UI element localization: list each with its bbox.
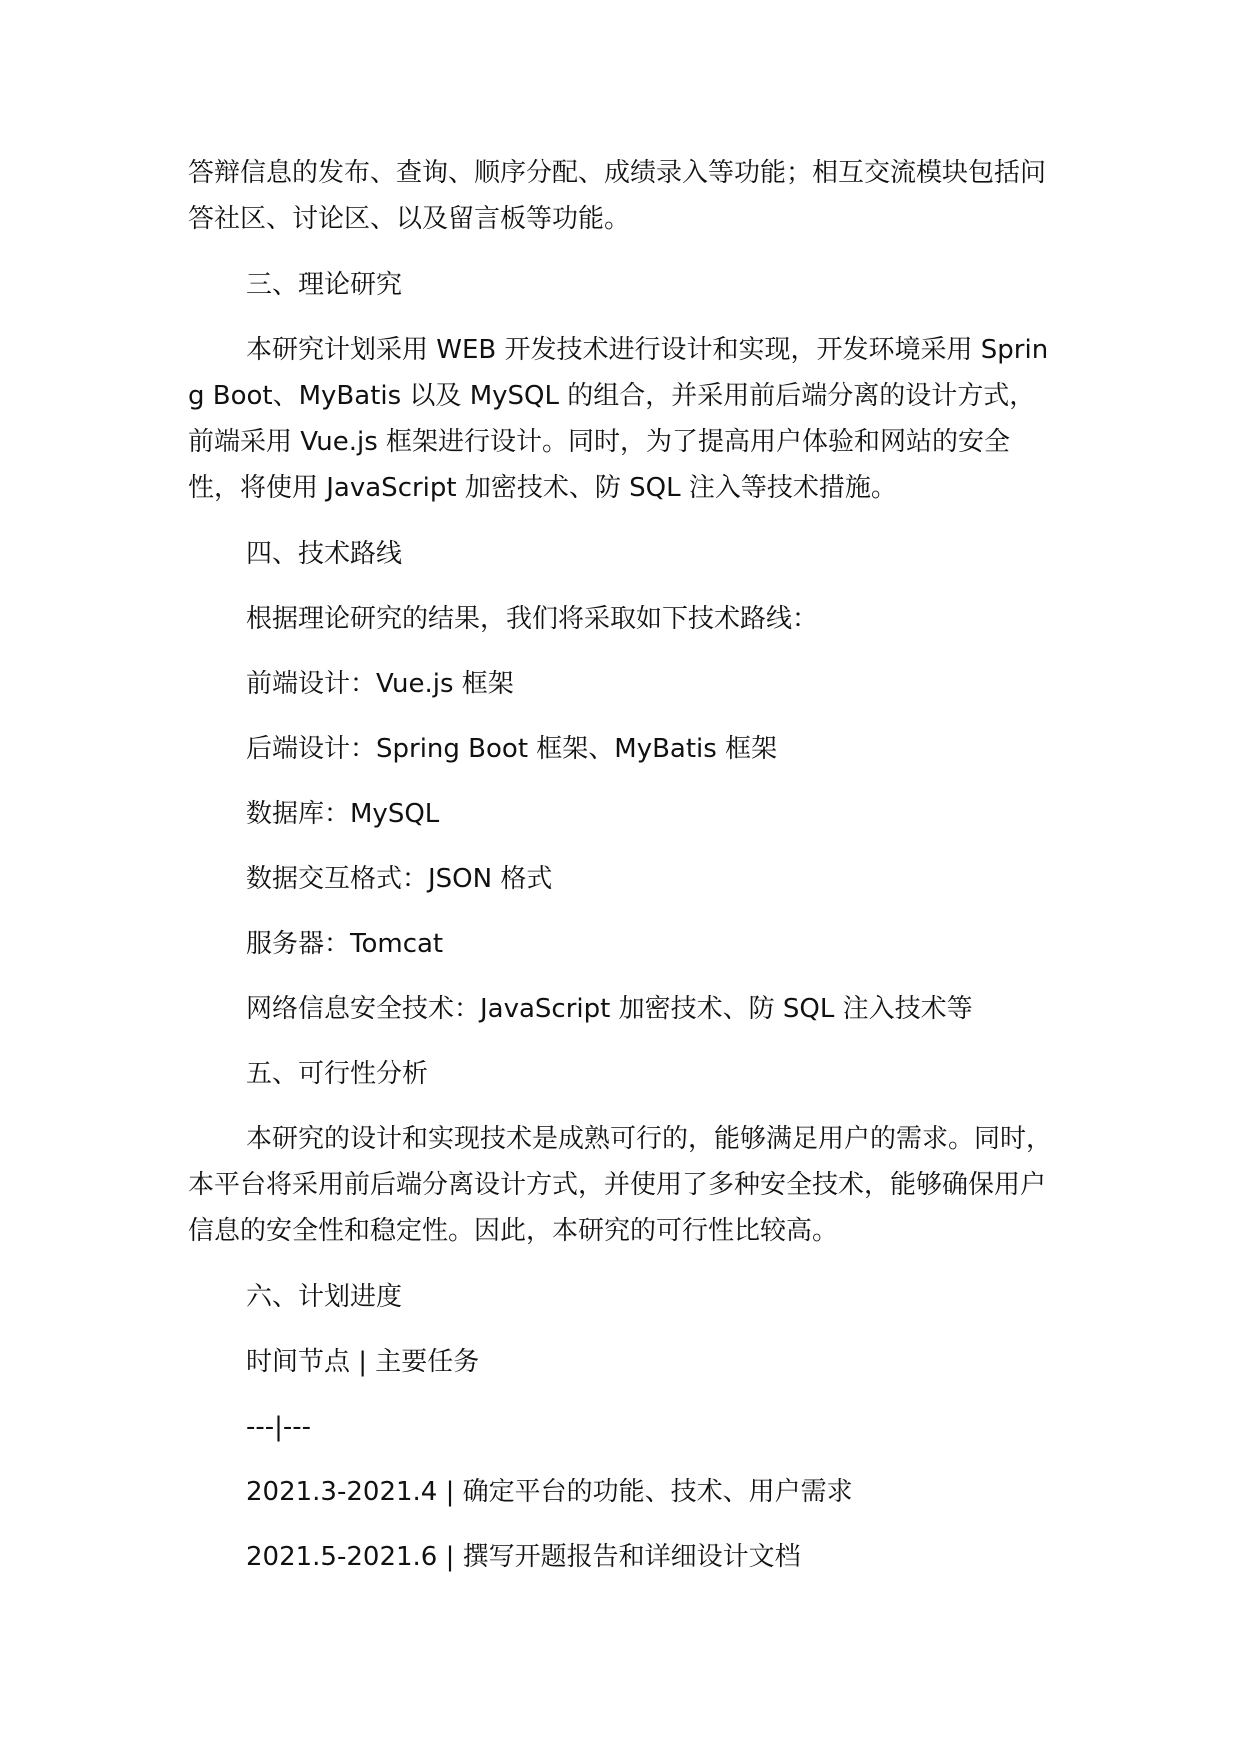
schedule-table-header: 时间节点 | 主要任务 <box>246 1347 480 1377</box>
list-item-backend: 后端设计：Spring Boot 框架、MyBatis 框架 <box>246 734 778 764</box>
section-heading-feasibility: 五、可行性分析 <box>246 1059 429 1089</box>
section-heading-theory: 三、理论研究 <box>246 270 403 300</box>
paragraph-tech-route-intro: 根据理论研究的结果，我们将采取如下技术路线： <box>246 604 819 634</box>
list-item-security: 网络信息安全技术：JavaScript 加密技术、防 SQL 注入技术等 <box>246 994 973 1024</box>
list-item-data-format: 数据交互格式：JSON 格式 <box>246 864 553 894</box>
section-heading-tech-route: 四、技术路线 <box>246 539 403 569</box>
section-heading-schedule: 六、计划进度 <box>246 1282 403 1312</box>
document-body <box>188 150 1054 1599</box>
schedule-table-separator: ---|--- <box>246 1412 312 1442</box>
paragraph-continuation: 答辩信息的发布、查询、顺序分配、成绩录入等功能；相互交流模块包括问答社区、讨论区、以及留言板等功能。 <box>188 158 1047 234</box>
list-item-database: 数据库：MySQL <box>246 799 440 829</box>
list-item-frontend: 前端设计：Vue.js 框架 <box>246 669 514 699</box>
paragraph-theory: 本研究计划采用 WEB 开发技术进行设计和实现，开发环境采用 Spring Boot、MyBatis 以及 MySQL 的组合，并采用前后端分离的设计方式，前端采用 Vue.js 框架进行设计。同时，为了提高用户体验和网站的安全性，将使用 JavaScript 加密技术、防 SQL 注入等技术措施。 <box>188 335 1049 503</box>
schedule-table-row: 2021.3-2021.4 | 确定平台的功能、技术、用户需求 <box>246 1477 853 1507</box>
paragraph-feasibility: 本研究的设计和实现技术是成熟可行的，能够满足用户的需求。同时，本平台将采用前后端分离设计方式，并使用了多种安全技术，能够确保用户信息的安全性和稳定性。因此，本研究的可行性比较高。 <box>188 1124 1053 1246</box>
schedule-table-row: 2021.5-2021.6 | 撰写开题报告和详细设计文档 <box>246 1542 801 1572</box>
list-item-server: 服务器：Tomcat <box>246 929 444 959</box>
